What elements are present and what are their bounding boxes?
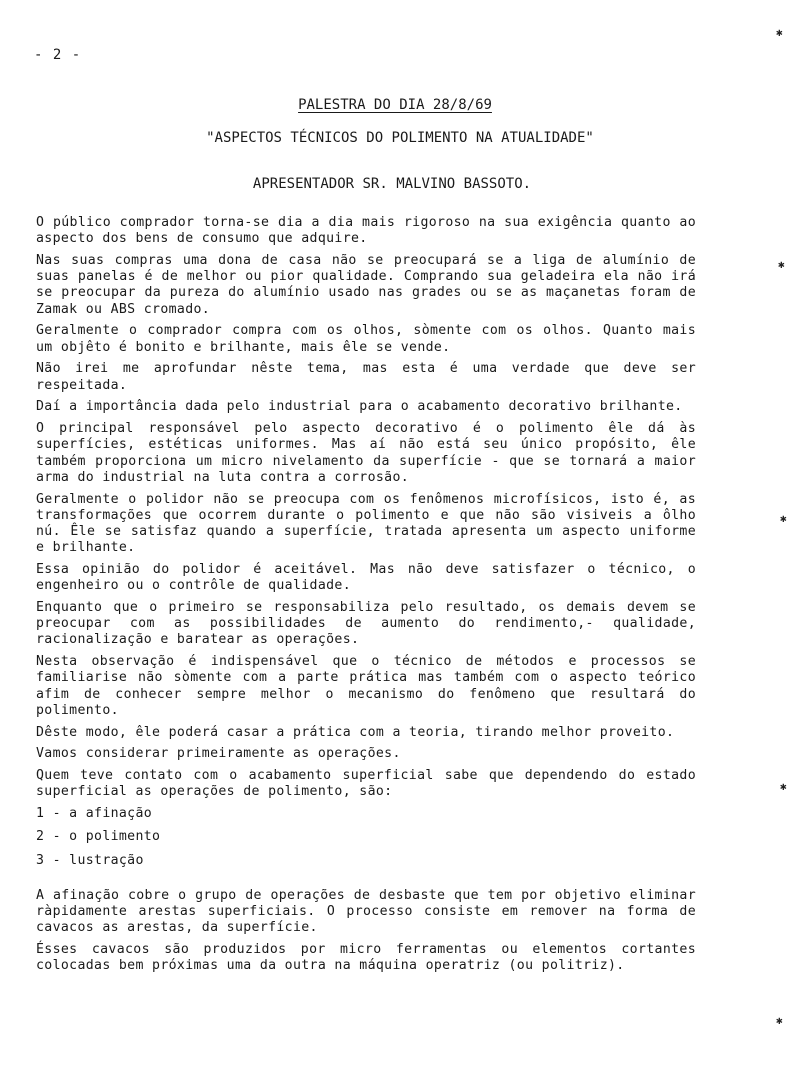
paragraph: Geralmente o comprador compra com os olhos, sòmente com os olhos. Quanto mais um objêto é bonito e brilhante, mais êle se vende. bbox=[36, 323, 696, 355]
paragraph: O público comprador torna-se dia a dia mais rigoroso na sua exigência quanto ao aspecto dos bens de consumo que adquire. bbox=[36, 215, 696, 247]
page-number: - 2 - bbox=[34, 47, 82, 63]
paragraph: Não irei me aprofundar nêste tema, mas esta é uma verdade que deve ser respeitada. bbox=[36, 361, 696, 393]
margin-mark-icon: ✱ bbox=[780, 512, 787, 525]
lecture-subtitle: "ASPECTOS TÉCNICOS DO POLIMENTO NA ATUALIDADE" bbox=[206, 130, 594, 146]
presenter-line: APRESENTADOR SR. MALVINO BASSOTO. bbox=[252, 176, 532, 192]
paragraph: Nesta observação é indispensável que o técnico de métodos e processos se familiarise não sòmente com a parte prática mas também com o aspecto teórico afim de conhecer sempre melhor o mecanismo do fenômeno que resultará do polimento. bbox=[36, 654, 696, 718]
paragraph: O principal responsável pelo aspecto decorativo é o polimento êle dá às superfícies, estéticas uniformes. Mas aí não está seu único propósito, êle também proporciona um micro nivelamento da superfície - que se tornará a maior arma do industrial na luta contra a corrosão. bbox=[36, 421, 696, 485]
paragraph: Essa opinião do polidor é aceitável. Mas não deve satisfazer o técnico, o engenheiro ou o contrôle de qualidade. bbox=[36, 562, 696, 594]
list-item: 2 - o polimento bbox=[36, 829, 161, 845]
paragraph: Dêste modo, êle poderá casar a prática com a teoria, tirando melhor proveito. bbox=[36, 724, 675, 740]
margin-mark-icon: ✱ bbox=[776, 26, 783, 39]
list-item: 1 - a afinação bbox=[36, 806, 153, 822]
paragraph: A afinação cobre o grupo de operações de desbaste que tem por objetivo eliminar ràpidamente arestas superficiais. O processo consiste em remover na forma de cavacos as arestas, da superfície. bbox=[36, 887, 696, 936]
paragraph: Vamos considerar primeiramente as operações. bbox=[36, 746, 401, 762]
list-item: 3 - lustração bbox=[36, 852, 144, 868]
margin-mark-icon: ✱ bbox=[776, 1014, 783, 1027]
margin-mark-icon: ✱ bbox=[778, 258, 785, 271]
paragraph: Enquanto que o primeiro se responsabiliza pelo resultado, os demais devem se preocupar com as possibilidades de aumento do rendimento,- qualidade, racionalização e baratear as operações. bbox=[36, 600, 696, 648]
document-body bbox=[36, 215, 696, 980]
paragraph: Daí a importância dada pelo industrial para o acabamento decorativo brilhante. bbox=[36, 399, 683, 415]
margin-mark-icon: ✱ bbox=[780, 780, 787, 793]
paragraph: Geralmente o polidor não se preocupa com os fenômenos microfísicos, isto é, as transformações que ocorrem durante o polimento e que não são visiveis a ôlho nú. Êle se satisfaz quando a superfície, tratada apresenta um aspecto uniforme e brilhante. bbox=[36, 491, 696, 556]
paragraph: Quem teve contato com o acabamento superficial sabe que dependendo do estado superficial as operações de polimento, são: bbox=[36, 768, 696, 800]
paragraph: Nas suas compras uma dona de casa não se preocupará se a liga de alumínio de suas panelas é de melhor ou pior qualidade. Comprando sua geladeira ela não irá se preocupar da pureza do alumínio usado nas grades ou se as maçanetas foram de Zamak ou ABS cromado. bbox=[36, 253, 696, 317]
paragraph: Ésses cavacos são produzidos por micro ferramentas ou elementos cortantes colocadas bem próximas uma da outra na máquina operatriz (ou politriz). bbox=[36, 942, 696, 974]
lecture-title: PALESTRA DO DIA 28/8/69 bbox=[298, 97, 492, 113]
